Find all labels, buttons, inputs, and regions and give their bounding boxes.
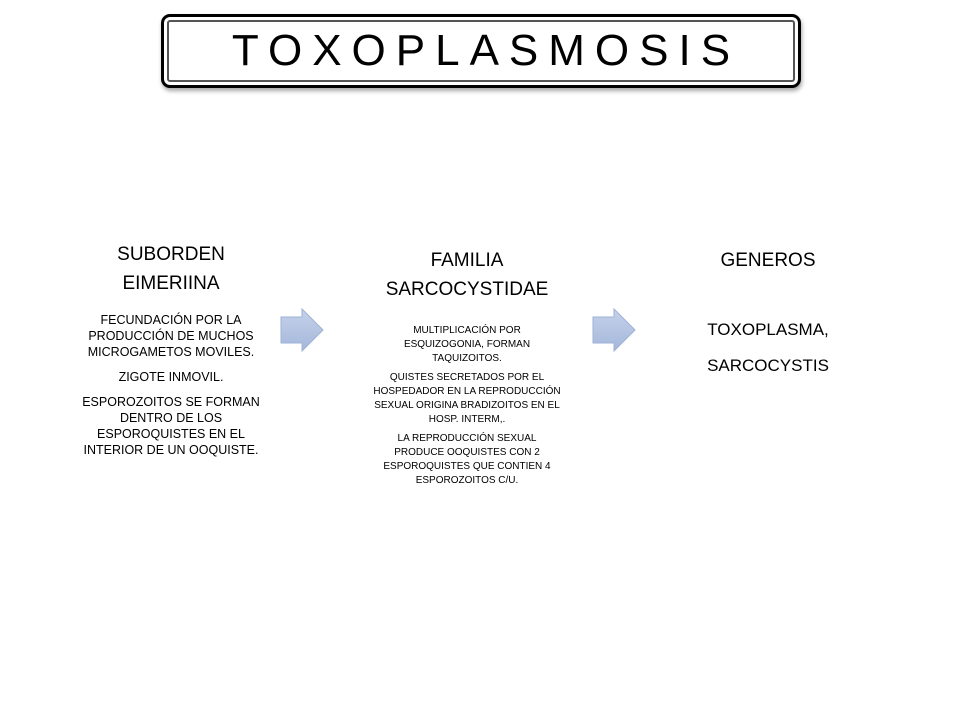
heading-line: GENEROS <box>720 250 816 271</box>
page-title: TOXOPLASMOSIS <box>231 26 741 75</box>
description-text: ZIGOTE INMOVIL. <box>118 370 224 384</box>
genus-item: TOXOPLASMA, <box>707 320 829 339</box>
description-text: QUISTES SECRETADOS POR EL HOSPEDADOR EN LA REPRODUCCIÓN SEXUAL ORIGINA BRADIZOITOS EN EL HOSP. INTERM,. <box>373 372 561 425</box>
description-text: ESPOROZOITOS SE FORMAN DENTRO DE LOS ESPOROQUISTES EN EL INTERIOR DE UN OOQUISTE. <box>82 395 260 457</box>
heading-line: SUBORDEN <box>117 244 225 265</box>
column-heading <box>372 246 562 304</box>
title-box <box>161 14 801 88</box>
genus-item: SARCOCYSTIS <box>707 356 829 375</box>
column-heading <box>668 246 868 275</box>
heading-line: EIMERIINA <box>122 273 220 294</box>
description-text: FECUNDACIÓN POR LA PRODUCCIÓN DE MUCHOS MICROGAMETOS MOVILES. <box>87 313 255 359</box>
right-arrow-icon <box>280 308 324 352</box>
column-generos <box>668 246 868 384</box>
column-familia <box>372 246 562 493</box>
description-text: LA REPRODUCCIÓN SEXUAL PRODUCE OOQUISTES CON 2 ESPOROQUISTES QUE CONTIEN 4 ESPOROZOITOS C/U. <box>383 433 551 486</box>
description-text: MULTIPLICACIÓN POR ESQUIZOGONIA, FORMAN TAQUIZOITOS. <box>403 325 531 364</box>
right-arrow-icon <box>592 308 636 352</box>
heading-line: FAMILIA <box>430 250 504 271</box>
column-heading <box>76 240 266 298</box>
column-suborden <box>76 240 266 467</box>
genus-list <box>668 312 868 384</box>
heading-line: SARCOCYSTIDAE <box>385 279 549 300</box>
